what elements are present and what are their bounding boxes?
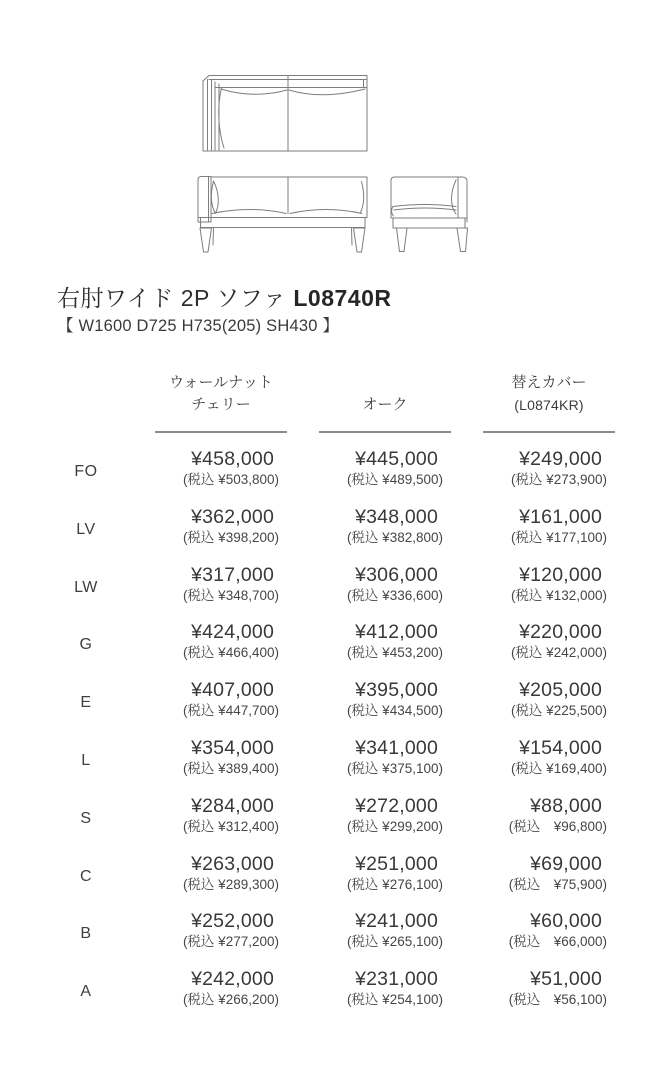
price-cell <box>483 910 615 950</box>
price-row <box>0 564 653 622</box>
price-cell <box>155 968 287 1008</box>
price-value: ¥241,000 <box>355 910 438 933</box>
tax-included-price: (税込 ¥299,200) <box>346 818 443 834</box>
column-header-oak <box>319 372 451 416</box>
column-header-line1: 替えカバー <box>511 374 587 391</box>
column-header-line1 <box>319 372 451 394</box>
grade-label: C <box>79 867 93 885</box>
tax-included-price: (税込 ¥273,900) <box>510 472 607 487</box>
price-row <box>0 910 653 968</box>
grade-label: LV <box>76 520 96 538</box>
tax-included-price: (税込 ¥389,400) <box>182 761 279 776</box>
price-row <box>0 506 653 564</box>
price-cell <box>319 564 451 604</box>
price-cell <box>155 621 287 661</box>
price-value: ¥120,000 <box>519 563 602 586</box>
product-model: L08740R <box>293 285 392 311</box>
price-cell <box>319 795 451 835</box>
price-cell <box>319 621 451 661</box>
tax-included-price: (税込 ¥375,100) <box>346 761 443 776</box>
price-value: ¥362,000 <box>191 505 274 528</box>
price-value: ¥69,000 <box>530 852 602 875</box>
price-value: ¥348,000 <box>355 505 438 528</box>
column-header-line1: ウォールナット <box>169 374 273 391</box>
grade-label: E <box>80 694 92 712</box>
column-header-replacement-cover <box>483 372 615 416</box>
header-rule <box>155 431 287 433</box>
tax-included-price: (税込 ¥434,500) <box>346 703 443 719</box>
tax-included-price: (税込 ¥277,200) <box>182 934 279 950</box>
price-value: ¥407,000 <box>191 679 274 702</box>
price-cell <box>155 737 287 777</box>
tax-included-price: (税込 ¥56,100) <box>508 992 607 1008</box>
price-value: ¥445,000 <box>355 448 438 470</box>
price-cell <box>155 910 287 950</box>
grade-label: L <box>81 752 91 769</box>
price-cell <box>483 679 615 719</box>
grade-label: G <box>79 636 93 654</box>
price-row <box>0 968 653 1026</box>
page-title <box>57 284 391 312</box>
column-header-walnut-cherry <box>155 372 287 416</box>
tax-included-price: (税込 ¥177,100) <box>510 529 607 545</box>
price-value: ¥252,000 <box>191 910 274 933</box>
price-row <box>0 853 653 911</box>
header-rule <box>483 431 615 433</box>
price-value: ¥354,000 <box>191 737 274 759</box>
tax-included-price: (税込 ¥132,000) <box>510 587 607 603</box>
tax-included-price: (税込 ¥398,200) <box>182 529 279 545</box>
price-cell <box>319 968 451 1008</box>
price-value: ¥412,000 <box>355 621 438 644</box>
price-value: ¥395,000 <box>355 679 438 702</box>
price-row <box>0 448 653 506</box>
grade-label: B <box>80 925 92 943</box>
price-cell <box>483 448 615 488</box>
grade-label: FO <box>74 463 98 480</box>
price-cell <box>319 910 451 950</box>
price-value: ¥249,000 <box>519 448 602 470</box>
tax-included-price: (税込 ¥336,600) <box>346 587 443 603</box>
price-value: ¥251,000 <box>355 852 438 875</box>
column-header-line2: (L0874KR) <box>514 397 584 413</box>
tax-included-price: (税込 ¥312,400) <box>182 818 279 834</box>
price-cell <box>319 737 451 777</box>
tax-included-price: (税込 ¥96,800) <box>508 818 607 834</box>
price-value: ¥88,000 <box>530 794 602 817</box>
tax-included-price: (税込 ¥348,700) <box>182 587 279 603</box>
column-header-line2: オーク <box>362 396 408 413</box>
price-value: ¥317,000 <box>191 563 274 586</box>
tax-included-price: (税込 ¥453,200) <box>346 645 443 661</box>
price-cell <box>483 968 615 1008</box>
price-cell <box>483 853 615 893</box>
tax-included-price: (税込 ¥266,200) <box>182 992 279 1008</box>
price-value: ¥154,000 <box>519 737 602 759</box>
price-cell <box>483 795 615 835</box>
price-value: ¥205,000 <box>519 679 602 702</box>
grade-label: LW <box>74 578 98 596</box>
price-cell <box>155 853 287 893</box>
price-value: ¥220,000 <box>519 621 602 644</box>
price-value: ¥424,000 <box>191 621 274 644</box>
sofa-technical-drawing <box>0 0 653 270</box>
price-value: ¥284,000 <box>191 794 274 817</box>
price-cell <box>483 737 615 777</box>
tax-included-price: (税込 ¥169,400) <box>510 761 607 776</box>
title-block <box>57 284 391 336</box>
price-value: ¥242,000 <box>191 968 274 991</box>
price-value: ¥263,000 <box>191 852 274 875</box>
price-cell <box>483 621 615 661</box>
tax-included-price: (税込 ¥382,800) <box>346 529 443 545</box>
tax-included-price: (税込 ¥276,100) <box>346 876 443 892</box>
price-value: ¥458,000 <box>191 448 274 470</box>
price-cell <box>155 679 287 719</box>
price-row <box>0 737 653 795</box>
tax-included-price: (税込 ¥66,000) <box>508 934 607 950</box>
tax-included-price: (税込 ¥254,100) <box>346 992 443 1008</box>
price-cell <box>155 795 287 835</box>
price-cell <box>483 506 615 546</box>
price-value: ¥341,000 <box>355 737 438 759</box>
price-cell <box>155 448 287 488</box>
tax-included-price: (税込 ¥289,300) <box>182 876 279 892</box>
column-header-line2: チェリー <box>191 396 251 413</box>
sofa-side-view <box>391 177 468 252</box>
tax-included-price: (税込 ¥225,500) <box>510 703 607 719</box>
tax-included-price: (税込 ¥447,700) <box>182 703 279 719</box>
price-cell <box>155 564 287 604</box>
tax-included-price: (税込 ¥75,900) <box>508 876 607 892</box>
price-row <box>0 679 653 737</box>
price-cell <box>319 853 451 893</box>
header-rule <box>319 431 451 433</box>
tax-included-price: (税込 ¥466,400) <box>182 645 279 661</box>
price-value: ¥231,000 <box>355 968 438 991</box>
price-cell <box>155 506 287 546</box>
grade-label: S <box>80 809 92 827</box>
price-cell <box>483 564 615 604</box>
price-row <box>0 621 653 679</box>
product-name: 右肘ワイド 2P ソファ <box>57 285 287 311</box>
price-cell <box>319 506 451 546</box>
price-value: ¥306,000 <box>355 563 438 586</box>
sofa-top-view <box>203 76 367 152</box>
price-value: ¥51,000 <box>530 968 602 991</box>
price-value: ¥60,000 <box>530 910 602 933</box>
price-row <box>0 795 653 853</box>
grade-label: A <box>80 983 92 1001</box>
sofa-front-view <box>198 177 367 253</box>
tax-included-price: (税込 ¥265,100) <box>346 934 443 950</box>
tax-included-price: (税込 ¥242,000) <box>510 645 607 661</box>
tax-included-price: (税込 ¥489,500) <box>346 472 443 487</box>
price-value: ¥272,000 <box>355 794 438 817</box>
tax-included-price: (税込 ¥503,800) <box>182 472 279 487</box>
price-cell <box>319 448 451 488</box>
price-cell <box>319 679 451 719</box>
product-dimensions: 【 W1600 D725 H735(205) SH430 】 <box>57 317 340 335</box>
price-value: ¥161,000 <box>519 505 602 528</box>
